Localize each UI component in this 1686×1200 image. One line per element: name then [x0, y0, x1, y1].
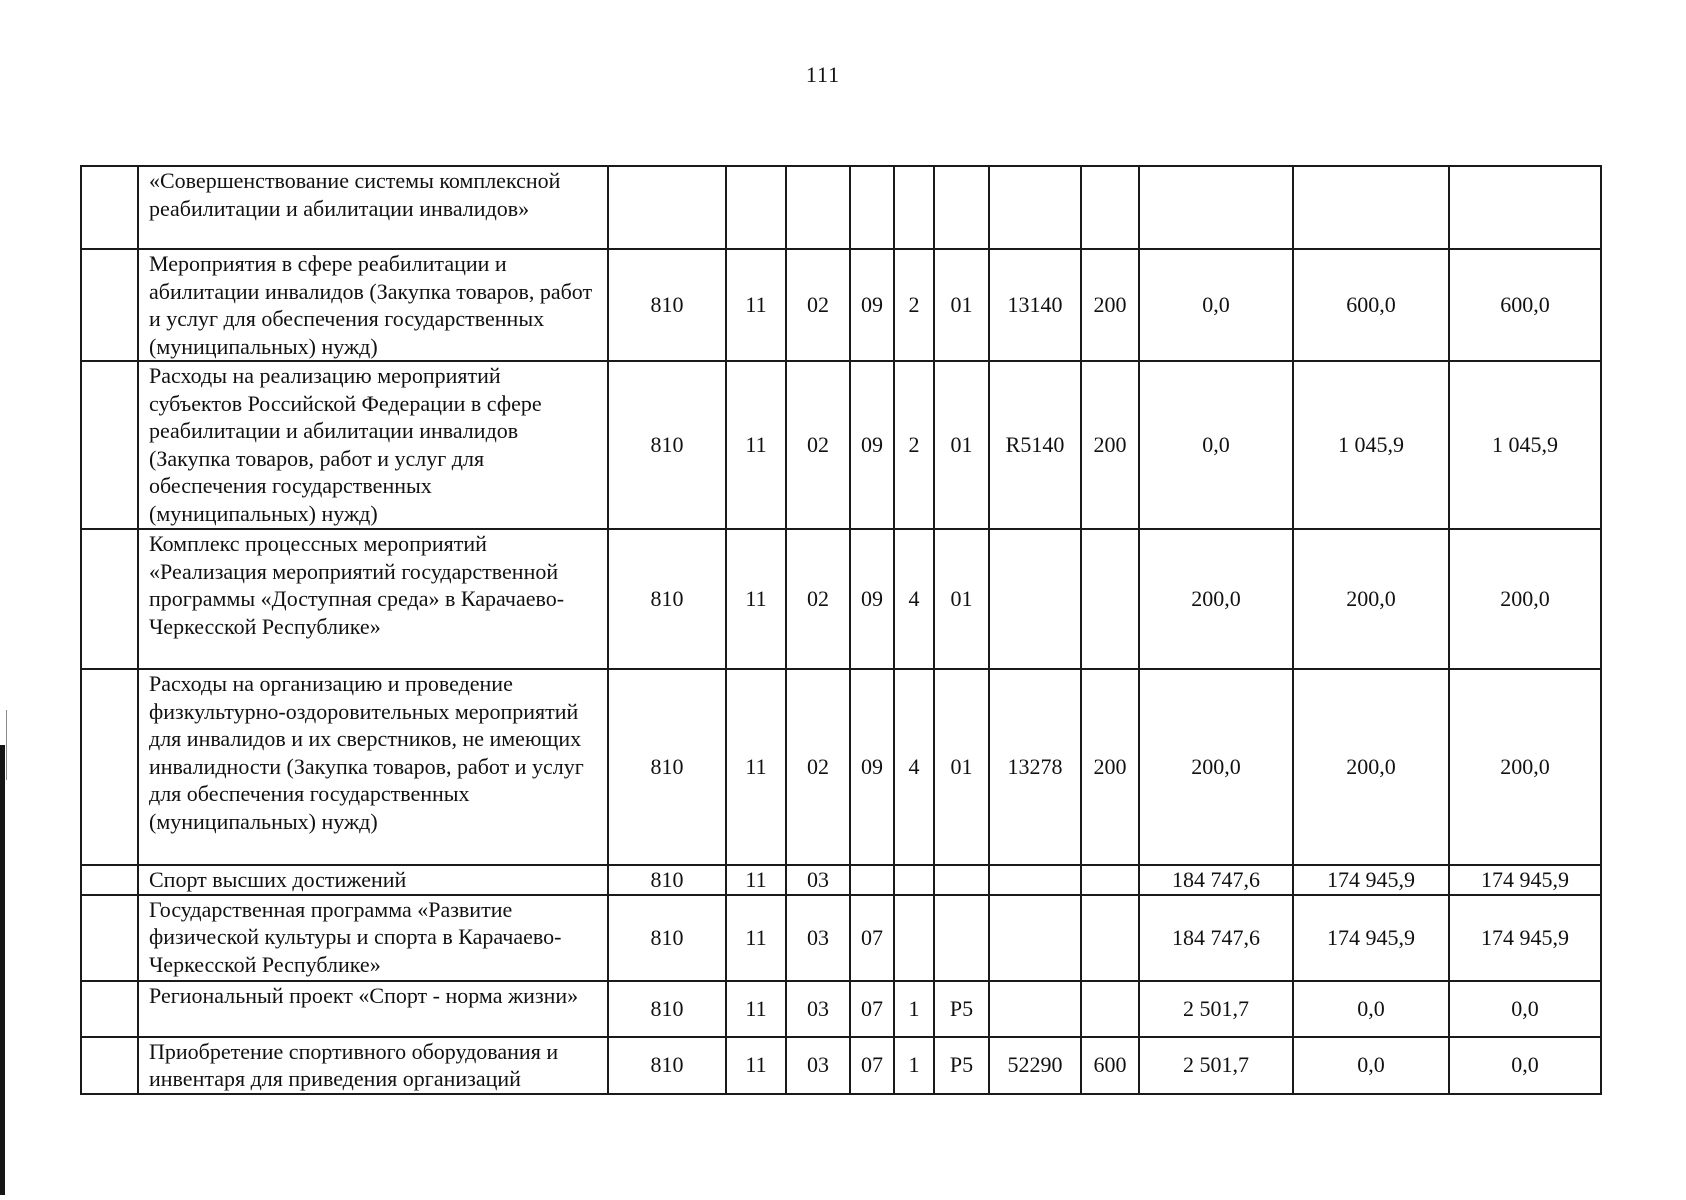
- scan-edge-shadow: [0, 745, 5, 1195]
- amount-year2-cell: 200,0: [1293, 529, 1449, 669]
- table-row: [81, 865, 1601, 895]
- table-row: [81, 361, 1601, 529]
- program-code-cell: 07: [850, 981, 894, 1037]
- table-row: [81, 895, 1601, 981]
- program-code-cell: 07: [850, 895, 894, 981]
- amount-year3-cell: 0,0: [1449, 1037, 1601, 1094]
- amount-year3-cell: [1449, 166, 1601, 249]
- amount-year3-cell: 1 045,9: [1449, 361, 1601, 529]
- main-event-code-cell: 01: [934, 361, 989, 529]
- direction-code-cell: [989, 529, 1081, 669]
- direction-code-cell: R5140: [989, 361, 1081, 529]
- amount-year1-cell: 184 747,6: [1139, 895, 1293, 981]
- program-code-cell: 09: [850, 529, 894, 669]
- subprogram-code-cell: 1: [894, 1037, 934, 1094]
- direction-code-cell: [989, 166, 1081, 249]
- program-code-cell: [850, 865, 894, 895]
- section-code-cell: 11: [726, 249, 786, 361]
- subsection-code-cell: [786, 166, 850, 249]
- ministry-code-cell: 810: [608, 1037, 726, 1094]
- program-code-cell: 09: [850, 669, 894, 865]
- subprogram-code-cell: [894, 895, 934, 981]
- subsection-code-cell: 02: [786, 669, 850, 865]
- amount-year2-cell: 1 045,9: [1293, 361, 1449, 529]
- subprogram-code-cell: [894, 865, 934, 895]
- expense-type-cell: [1081, 865, 1139, 895]
- item-name-cell: Расходы на организацию и проведение физкультурно-оздоровительных мероприятий для инвалидов и их сверстников, не имеющих инвалидности (Закупка товаров, работ и услуг для обеспечения государственных (муниципальных) нужд): [138, 669, 608, 865]
- main-event-code-cell: P5: [934, 1037, 989, 1094]
- section-code-cell: 11: [726, 1037, 786, 1094]
- amount-year3-cell: 600,0: [1449, 249, 1601, 361]
- row-number-cell: [81, 249, 138, 361]
- section-code-cell: 11: [726, 361, 786, 529]
- amount-year1-cell: 2 501,7: [1139, 981, 1293, 1037]
- main-event-code-cell: P5: [934, 981, 989, 1037]
- direction-code-cell: [989, 895, 1081, 981]
- subprogram-code-cell: 2: [894, 361, 934, 529]
- subprogram-code-cell: 1: [894, 981, 934, 1037]
- direction-code-cell: 52290: [989, 1037, 1081, 1094]
- row-number-cell: [81, 1037, 138, 1094]
- subprogram-code-cell: 4: [894, 529, 934, 669]
- subsection-code-cell: 03: [786, 865, 850, 895]
- expense-type-cell: [1081, 981, 1139, 1037]
- amount-year1-cell: 184 747,6: [1139, 865, 1293, 895]
- subprogram-code-cell: [894, 166, 934, 249]
- subsection-code-cell: 03: [786, 895, 850, 981]
- amount-year1-cell: 200,0: [1139, 669, 1293, 865]
- amount-year3-cell: 200,0: [1449, 669, 1601, 865]
- subsection-code-cell: 02: [786, 361, 850, 529]
- ministry-code-cell: 810: [608, 249, 726, 361]
- subsection-code-cell: 02: [786, 249, 850, 361]
- amount-year3-cell: 174 945,9: [1449, 865, 1601, 895]
- main-event-code-cell: 01: [934, 669, 989, 865]
- expense-type-cell: [1081, 529, 1139, 669]
- expense-type-cell: [1081, 166, 1139, 249]
- section-code-cell: 11: [726, 529, 786, 669]
- row-number-cell: [81, 529, 138, 669]
- amount-year2-cell: [1293, 166, 1449, 249]
- table-body: [81, 166, 1601, 1094]
- direction-code-cell: [989, 981, 1081, 1037]
- section-code-cell: [726, 166, 786, 249]
- row-number-cell: [81, 895, 138, 981]
- expense-type-cell: 200: [1081, 669, 1139, 865]
- table-row: [81, 166, 1601, 249]
- amount-year1-cell: [1139, 166, 1293, 249]
- section-code-cell: 11: [726, 981, 786, 1037]
- table-row: [81, 669, 1601, 865]
- scan-edge-line: [6, 710, 7, 780]
- ministry-code-cell: [608, 166, 726, 249]
- item-name-cell: Государственная программа «Развитие физической культуры и спорта в Карачаево-Черкесской Республике»: [138, 895, 608, 981]
- program-code-cell: 07: [850, 1037, 894, 1094]
- item-name-cell: Спорт высших достижений: [138, 865, 608, 895]
- section-code-cell: 11: [726, 865, 786, 895]
- section-code-cell: 11: [726, 895, 786, 981]
- row-number-cell: [81, 865, 138, 895]
- row-number-cell: [81, 669, 138, 865]
- program-code-cell: 09: [850, 361, 894, 529]
- item-name-cell: Мероприятия в сфере реабилитации и абилитации инвалидов (Закупка товаров, работ и услуг для обеспечения государственных (муниципальных) нужд): [138, 249, 608, 361]
- expense-type-cell: 200: [1081, 361, 1139, 529]
- section-code-cell: 11: [726, 669, 786, 865]
- item-name-cell: Региональный проект «Спорт - норма жизни»: [138, 981, 608, 1037]
- amount-year1-cell: 0,0: [1139, 361, 1293, 529]
- main-event-code-cell: 01: [934, 529, 989, 669]
- program-code-cell: 09: [850, 249, 894, 361]
- amount-year2-cell: 174 945,9: [1293, 895, 1449, 981]
- expense-type-cell: 200: [1081, 249, 1139, 361]
- table-row: [81, 981, 1601, 1037]
- program-code-cell: [850, 166, 894, 249]
- amount-year2-cell: 600,0: [1293, 249, 1449, 361]
- amount-year2-cell: 0,0: [1293, 981, 1449, 1037]
- ministry-code-cell: 810: [608, 361, 726, 529]
- main-event-code-cell: [934, 895, 989, 981]
- amount-year1-cell: 200,0: [1139, 529, 1293, 669]
- subprogram-code-cell: 2: [894, 249, 934, 361]
- amount-year3-cell: 0,0: [1449, 981, 1601, 1037]
- expense-type-cell: 600: [1081, 1037, 1139, 1094]
- row-number-cell: [81, 361, 138, 529]
- ministry-code-cell: 810: [608, 865, 726, 895]
- table-row: [81, 249, 1601, 361]
- expense-type-cell: [1081, 895, 1139, 981]
- item-name-cell: «Совершенствование системы комплексной реабилитации и абилитации инвалидов»: [138, 166, 608, 249]
- row-number-cell: [81, 166, 138, 249]
- amount-year1-cell: 0,0: [1139, 249, 1293, 361]
- subsection-code-cell: 02: [786, 529, 850, 669]
- subsection-code-cell: 03: [786, 1037, 850, 1094]
- ministry-code-cell: 810: [608, 981, 726, 1037]
- subprogram-code-cell: 4: [894, 669, 934, 865]
- item-name-cell: Расходы на реализацию мероприятий субъектов Российской Федерации в сфере реабилитации и абилитации инвалидов (Закупка товаров, работ и услуг для обеспечения государственных (муниципальных) нужд): [138, 361, 608, 529]
- amount-year2-cell: 174 945,9: [1293, 865, 1449, 895]
- row-number-cell: [81, 981, 138, 1037]
- ministry-code-cell: 810: [608, 669, 726, 865]
- item-name-cell: Комплекс процессных мероприятий «Реализация мероприятий государственной программы «Доступная среда» в Карачаево-Черкесской Республике»: [138, 529, 608, 669]
- direction-code-cell: 13140: [989, 249, 1081, 361]
- subsection-code-cell: 03: [786, 981, 850, 1037]
- amount-year2-cell: 0,0: [1293, 1037, 1449, 1094]
- main-event-code-cell: [934, 166, 989, 249]
- ministry-code-cell: 810: [608, 529, 726, 669]
- table-row: [81, 529, 1601, 669]
- ministry-code-cell: 810: [608, 895, 726, 981]
- budget-table: [80, 165, 1602, 1095]
- main-event-code-cell: [934, 865, 989, 895]
- item-name-cell: Приобретение спортивного оборудования и инвентаря для приведения организаций: [138, 1037, 608, 1094]
- page-number: 111: [805, 62, 841, 87]
- main-event-code-cell: 01: [934, 249, 989, 361]
- table-row: [81, 1037, 1601, 1094]
- amount-year1-cell: 2 501,7: [1139, 1037, 1293, 1094]
- amount-year2-cell: 200,0: [1293, 669, 1449, 865]
- direction-code-cell: 13278: [989, 669, 1081, 865]
- amount-year3-cell: 174 945,9: [1449, 895, 1601, 981]
- amount-year3-cell: 200,0: [1449, 529, 1601, 669]
- direction-code-cell: [989, 865, 1081, 895]
